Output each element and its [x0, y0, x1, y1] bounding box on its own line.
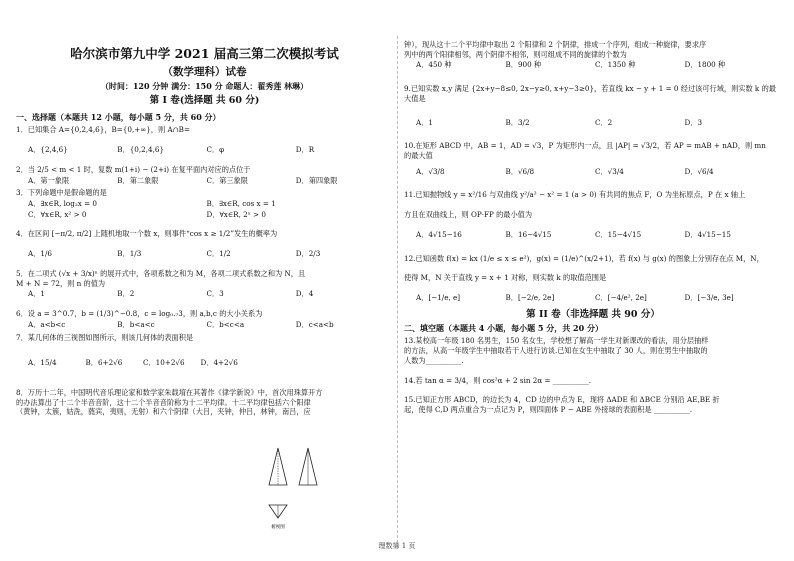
q7-stem: 7．某几何体的三视图如图所示，则该几何体的表面积是	[16, 332, 194, 342]
column-divider	[397, 36, 398, 548]
option: A．1/6	[28, 249, 52, 259]
q1-stem: 1．已知集合 A={0,2,4,6}，B={0,+∞}，则 A∩B=	[16, 125, 190, 135]
option: B．{0,2,4,6}	[117, 145, 165, 155]
option: C．第三象限	[206, 175, 248, 185]
option: C．[−4/e², 2e]	[595, 293, 647, 303]
option: B．16−4√15	[505, 229, 552, 239]
q11-options	[404, 230, 782, 240]
question-7	[16, 333, 266, 368]
q10-stem: 10.在矩形 ABCD 中，AB = 1，AD = √3，P 为矩形内一点，且 |AP| = √3/2，若 AP = mAB + nAD，则 mn	[404, 141, 766, 151]
question-13	[404, 336, 782, 365]
q4-stem: 4．在区间 [−π/2, π/2] 上随机地取一个数 x，则事件“cos x ≥ 1/2”发生的概率为	[16, 229, 278, 239]
q5-options	[16, 289, 393, 299]
q11-stem: 11.已知抛物线 y = x²/16 与双曲线 y²/a² − x² = 1 (a > 0) 有共同的焦点 F，O 为坐标原点，P 在 x 轴上	[404, 190, 746, 200]
part2-title: 第 II 卷（非选择题 共 90 分）	[526, 308, 660, 320]
option: A．第一象限	[28, 175, 70, 185]
option: C．∀x∈R, x² > 0	[28, 209, 87, 219]
q11-stem-2: 方且在双曲线上，则 OP·FP 的最小值为	[404, 210, 533, 220]
q12-stem: 12.已知函数 f(x) = kx (1/e ≤ x ≤ e²)，g(x) = (1/e)^(x/2+1)，若 f(x) 与 g(x) 的图象上分别存在点 M，N，	[404, 253, 764, 263]
q8-line: 钟），现从这十二个平均律中取出 2 个阳律和 2 个阴律，排成一个序列，组成一种旋律，要求序	[404, 40, 707, 49]
option: A．{2,4,6}	[28, 145, 68, 155]
option: C．1350 种	[595, 60, 636, 70]
q8-line: （黄钟，太簇，姑洗，蕤宾，夷则，无射）和六个阴律（大吕，夹钟，仲吕，林钟，南吕，应	[16, 407, 311, 417]
option: D．3	[684, 117, 703, 127]
q13-line: 的方法，从高一年级学生中抽取若干人进行访谈.已知在女生中抽取了 30 人，则在男生中抽取的	[404, 346, 708, 356]
question-9	[404, 84, 782, 127]
option: A．[−1/e, e]	[416, 293, 461, 303]
option: D．2/3	[295, 249, 321, 259]
q1-options	[16, 145, 393, 155]
question-14: 14.若 tan α = 3/4，则 cos²α + 2 sin 2α = __________.	[404, 375, 592, 385]
q6-options	[16, 320, 393, 330]
q8-line: 列中的两个阳律相邻，两个阴律不相邻，则可组成不同的旋律的个数为	[404, 49, 627, 59]
q2-stem: 2．当 2/5 < m < 1 时，复数 m(1+i) − (2+i) 在复平面内对应的点位于	[16, 164, 251, 174]
option: D．4	[295, 289, 314, 299]
part1-title: 第 I 卷(选择题 共 60 分)	[149, 94, 260, 106]
option: C．1/2	[206, 249, 231, 259]
option: A．∃x∈R, log₂x = 0	[28, 199, 97, 209]
question-15	[404, 395, 782, 414]
q13-line: 人数为__________.	[404, 355, 464, 365]
option: B．∃x∈R, cos x = 1	[206, 199, 276, 209]
option: D．4+2√6	[200, 358, 238, 368]
option: D．[−3/e, 3e]	[684, 293, 734, 303]
option: A．4√15−16	[416, 229, 462, 239]
question-5	[16, 269, 393, 299]
option: A．√3/8	[416, 166, 445, 176]
exam-subtitle: （数学理科）试卷	[162, 65, 247, 78]
q7-options	[16, 358, 266, 368]
q10-stem-2: 的最大值	[404, 151, 433, 161]
q10-options	[404, 167, 782, 177]
exam-info: （时间：120 分钟 满分：150 分 命题人：翟秀莲 林琳）	[100, 81, 309, 92]
section1-title: 一、选择题（本题共 12 小题，每小题 5 分，共 60 分）	[16, 111, 221, 122]
option: C．√3/4	[595, 166, 624, 176]
option: D．c<a<b	[295, 319, 334, 329]
option: D．1800 种	[684, 60, 726, 70]
q8-line: 的办法算出了十二个半音音阶，这十二个半音音阶称为十二平均律。十二平均律包括六个阳律	[16, 397, 311, 407]
option: D．第四象限	[295, 175, 338, 185]
q3-options-2	[16, 210, 393, 220]
option: D．√6/4	[684, 166, 714, 176]
question-6	[16, 309, 393, 329]
q3-options	[16, 199, 393, 209]
option: B．6+2√6	[85, 358, 123, 368]
question-2	[16, 165, 393, 185]
question-4	[16, 229, 393, 258]
exam-title: 哈尔滨市第九中学 2021 届高三第二次模拟考试	[70, 46, 339, 61]
question-11	[404, 190, 782, 239]
q9-stem: 9.已知实数 x,y 满足 {2x+y−8≤0, 2x−y≥0, x+y−3≥0}，若直线 kx − y + 1 = 0 经过该可行域，则实数 k 的最大值是	[404, 84, 776, 103]
q3-stem: 3．下列命题中是假命题的是	[16, 188, 107, 198]
question-1	[16, 125, 393, 154]
q5-stem-2: M + N = 72，则 n 的值为	[16, 278, 106, 288]
option: B．3/2	[505, 117, 530, 127]
option: C．b<c<a	[206, 319, 245, 329]
right-column	[404, 40, 782, 415]
option: B．√6/8	[505, 166, 535, 176]
option: A．a<b<c	[28, 319, 66, 329]
option: C．2	[595, 117, 613, 127]
q15-line: 起，使得 C,D 两点重合为一点记为 P，则四面体 P − ABE 外接球的表面积是 __________.	[404, 404, 693, 414]
option: D．4√15−15	[684, 229, 731, 239]
section2-title: 二、填空题（本题共 4 小题，每小题 5 分，共 20 分）	[404, 322, 603, 333]
question-10	[404, 141, 782, 176]
left-column	[16, 38, 393, 417]
option: B．[−2/e, 2e]	[505, 293, 555, 303]
option: A．450 种	[416, 60, 452, 70]
option: B．2	[117, 289, 135, 299]
q5-stem: 5．在二项式 (√x + 3/x)ⁿ 的展开式中，各项系数之和为 M，各项二项式系数之和为 N，且	[16, 268, 306, 278]
option: A．15/4	[28, 358, 57, 368]
q8-options	[404, 60, 782, 70]
q4-options	[16, 249, 393, 259]
q2-options	[16, 176, 393, 186]
option: B．第二象限	[117, 175, 159, 185]
option: B．900 种	[505, 60, 542, 70]
option: C．3	[206, 289, 224, 299]
q15-line: 15.已知正方形 ABCD，的边长为 4，CD 边的中点为 E，现将 ΔADE 和 ΔBCE 分别沿 AE,BE 折	[404, 395, 720, 405]
option: A．1	[416, 117, 433, 127]
q12-options	[404, 293, 782, 303]
question-3	[16, 188, 393, 219]
q8-line: 8．万历十二年，中国明代音乐理论家和数学家朱载堉在其著作《律学新说》中，首次用珠算开方	[16, 387, 323, 397]
option: B．1/3	[117, 249, 142, 259]
q9-options	[404, 118, 782, 128]
option: C．φ	[206, 145, 225, 155]
three-view-figure	[266, 443, 326, 538]
top-view-caption: 俯视图	[271, 525, 285, 530]
option: C．15−4√15	[595, 229, 642, 239]
q6-stem: 6．设 a = 3^0.7，b = (1/3)^−0.8，c = log₀.₇3，则 a,b,c 的大小关系为	[16, 309, 263, 319]
option: D．∀x∈R, 2ˣ > 0	[206, 209, 266, 219]
page-footer: 理数第 1 页	[378, 542, 416, 550]
option: A．1	[28, 289, 45, 299]
question-12	[404, 254, 782, 303]
option: B．b<a<c	[117, 319, 155, 329]
question-8	[16, 388, 393, 417]
option: D．R	[295, 145, 315, 155]
q12-stem-2: 使得 M，N 关于直线 y = x + 1 对称，则实数 k 的取值范围是	[404, 273, 607, 283]
option: C．10+2√6	[143, 358, 185, 368]
q13-line: 13.某校高一年级 180 名男生，150 名女生，学校想了解高一学生对新课改的看法，用分层抽样	[404, 336, 709, 346]
